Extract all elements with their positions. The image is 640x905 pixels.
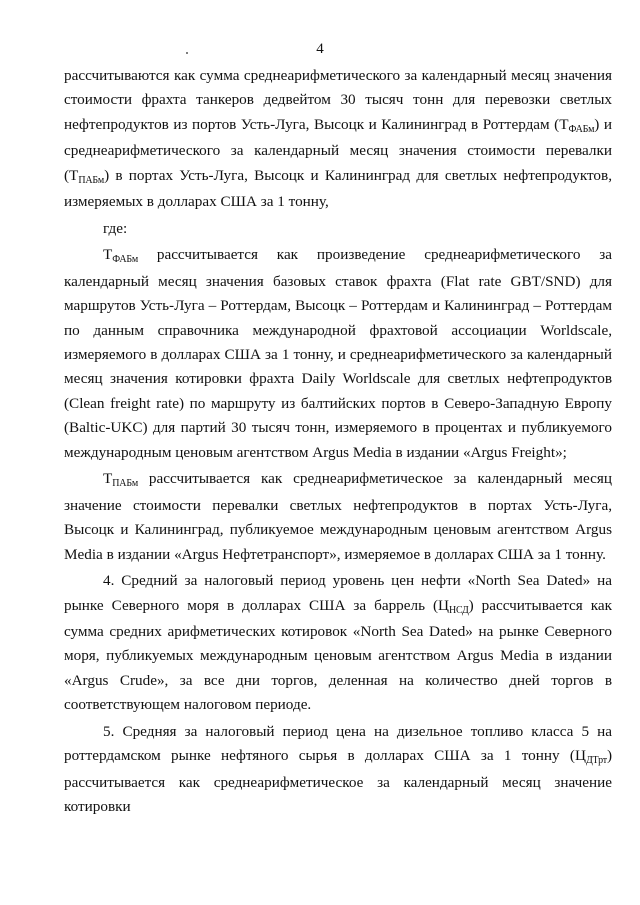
paragraph-where: где: [103,219,128,237]
paragraph-freight-cost-definition: ТФАБм рассчитывается как произведение среднеарифметического за календарный месяц значения базовых ставок фрахта (Flat rate GBT/SND) для маршрутов Усть-Луга – Роттердам, Высоцк – Роттердам и Калининград – Роттердам по данным справочника международной фрахтовой ассоциации Worldscale, измеряемого в долларах США за 1 тонну, и среднеарифметического за календарный месяц значения котировки фрахта Daily Worldscale для светлых нефтепродуктов (Clean freight rate) по маршруту из балтийских портов в Северо-Западную Европу (Baltic-UKC) для партий 30 тысяч тонн, измеряемого в процентах и публикуемого международным ценовым агентством Argus Media в издании «Argus Freight»; [64,246,612,461]
paragraph-transshipment-cost-definition: ТПАБм рассчитывается как среднеарифметическое за календарный месяц значение стоимости перевалки светлых нефтепродуктов в портах Усть-Луга, Высоцк и Калининград, публикуемое международным ценовым агентством Argus Media в издании «Argus Нефтетранспорт», измеряемое в долларах США за 1 тонну. [64,470,612,563]
paragraph-item-5-diesel-price: 5. Средняя за налоговый период цена на дизельное топливо класса 5 на роттердамском рынке нефтяного сырья в долларах США за 1 тонну (ЦДТрт) рассчитывается как среднеарифметическое за календарный месяц значение котировки [64,722,612,816]
document-body [64,64,612,820]
paragraph-formula-continuation: рассчитываются как сумма среднеарифметического за календарный месяц значения стоимости фрахта танкеров дедвейтом 30 тысяч тонн для перевозки светлых нефтепродуктов из портов Усть-Луга, Высоцк и Калининград в Роттердам (ТФАБм) и среднеарифметического за календарный месяц значения стоимости перевалки (ТПАБм) в портах Усть-Луга, Высоцк и Калининград для светлых нефтепродуктов, измеряемых в долларах США за 1 тонну, [64,67,613,211]
scan-speck [186,52,188,54]
paragraph-item-4-north-sea-dated: 4. Средний за налоговый период уровень цен нефти «North Sea Dated» на рынке Северного моря в долларах США за баррель (ЦНСД) рассчитывается как сумма средних арифметических котировок «North Sea Dated» на рынке Северного моря, публикуемых международным ценовым агентством Argus Media в издании «Argus Crude», за все дни торгов, деленная на количество дней торгов в соответствующем налоговом периоде. [64,572,612,714]
page-number: 4 [316,41,324,57]
